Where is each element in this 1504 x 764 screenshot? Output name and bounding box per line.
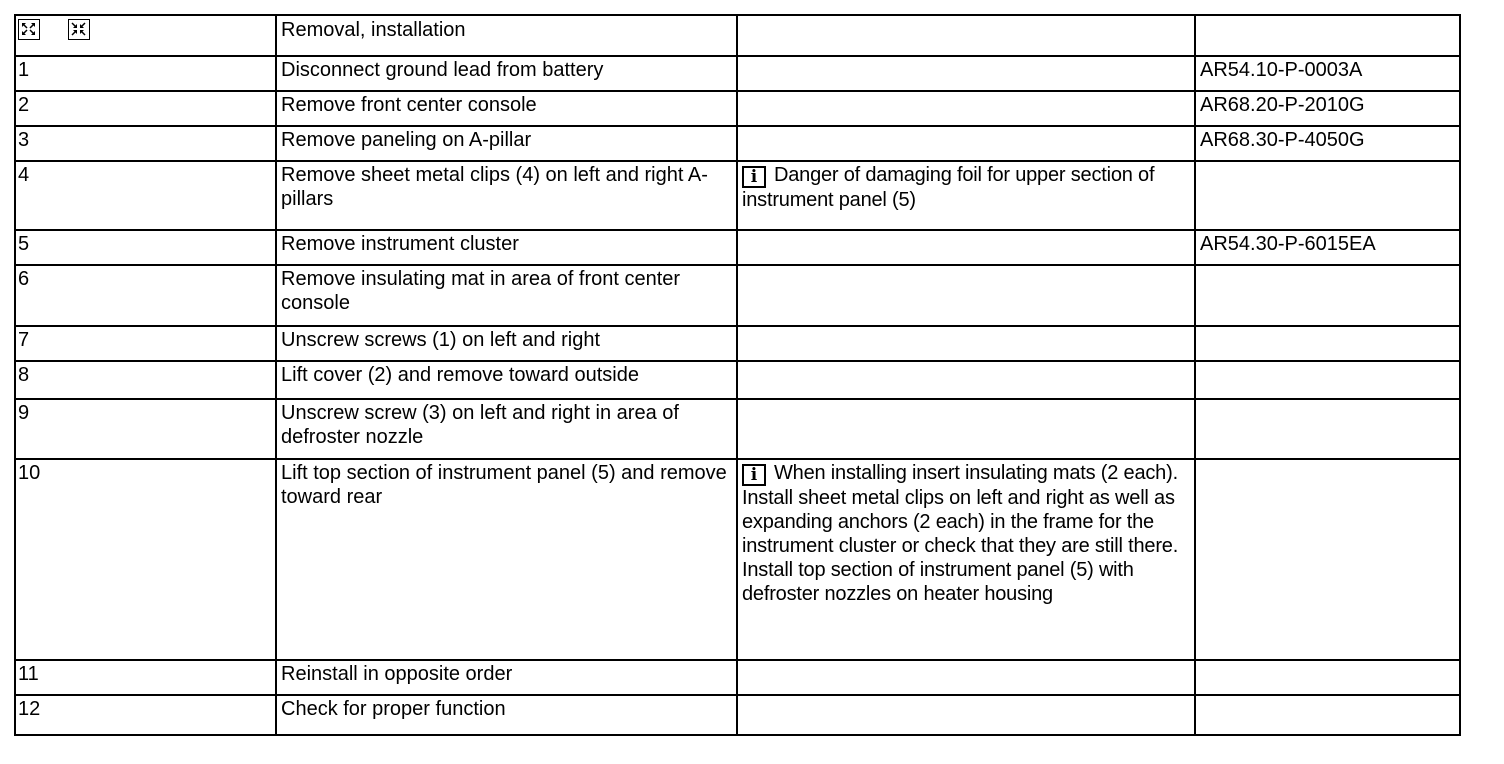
- note-text: When installing insert insulating mats (2 each). Install sheet metal clips on left and right as well as expanding anchors (2 each) in the frame for the instrument cluster or check that they are still there. Install top section of instrument panel (5) with defroster nozzles on heater housing: [742, 462, 1179, 605]
- table-row: [15, 91, 1460, 126]
- step-reference: [1195, 265, 1460, 326]
- step-reference: [1195, 695, 1460, 735]
- step-number: 7: [15, 326, 276, 361]
- step-number: 1: [15, 56, 276, 91]
- step-number: 12: [15, 695, 276, 735]
- step-reference: [1195, 459, 1460, 660]
- table-row: [15, 459, 1460, 660]
- step-action: Remove insulating mat in area of front center console: [276, 265, 737, 326]
- step-reference: [1195, 399, 1460, 459]
- table-row: [15, 265, 1460, 326]
- step-number: 4: [15, 161, 276, 230]
- installation-icon: [68, 19, 90, 40]
- step-number: 8: [15, 361, 276, 399]
- step-action: Lift cover (2) and remove toward outside: [276, 361, 737, 399]
- step-note: [737, 265, 1195, 326]
- header-ref-cell: [1195, 15, 1460, 56]
- step-note: [737, 126, 1195, 161]
- table-row: [15, 56, 1460, 91]
- step-note: [737, 91, 1195, 126]
- step-note: [737, 399, 1195, 459]
- header-note-cell: [737, 15, 1195, 56]
- step-note: [737, 230, 1195, 265]
- step-number: 9: [15, 399, 276, 459]
- step-note: [737, 660, 1195, 695]
- step-number: 11: [15, 660, 276, 695]
- step-action: Unscrew screws (1) on left and right: [276, 326, 737, 361]
- step-action: Remove instrument cluster: [276, 230, 737, 265]
- table-row: [15, 399, 1460, 459]
- step-action: Lift top section of instrument panel (5) and remove toward rear: [276, 459, 737, 660]
- step-action: Disconnect ground lead from battery: [276, 56, 737, 91]
- step-number: 2: [15, 91, 276, 126]
- step-note: [737, 326, 1195, 361]
- step-reference: [1195, 161, 1460, 230]
- header-row: [15, 15, 1460, 56]
- header-icons-cell: [15, 15, 276, 56]
- step-reference-link[interactable]: AR54.30-P-6015EA: [1195, 230, 1460, 265]
- step-action: Check for proper function: [276, 695, 737, 735]
- info-icon: i: [742, 166, 766, 188]
- info-icon: i: [742, 464, 766, 486]
- table-row: [15, 695, 1460, 735]
- removal-icon: [18, 19, 40, 40]
- step-action: Reinstall in opposite order: [276, 660, 737, 695]
- step-note: [737, 56, 1195, 91]
- step-number: 3: [15, 126, 276, 161]
- table-row: [15, 126, 1460, 161]
- step-note: [737, 361, 1195, 399]
- table-row: [15, 660, 1460, 695]
- step-number: 6: [15, 265, 276, 326]
- step-note: [737, 459, 1195, 660]
- step-reference-link[interactable]: AR54.10-P-0003A: [1195, 56, 1460, 91]
- step-reference-link[interactable]: AR68.30-P-4050G: [1195, 126, 1460, 161]
- table-row: [15, 161, 1460, 230]
- step-reference: [1195, 361, 1460, 399]
- step-number: 10: [15, 459, 276, 660]
- step-note: [737, 695, 1195, 735]
- step-action: Remove front center console: [276, 91, 737, 126]
- step-reference-link[interactable]: AR68.20-P-2010G: [1195, 91, 1460, 126]
- step-reference: [1195, 326, 1460, 361]
- table-row: [15, 361, 1460, 399]
- header-title: Removal, installation: [276, 15, 737, 56]
- procedure-table: [14, 14, 1461, 736]
- step-reference: [1195, 660, 1460, 695]
- table-row: [15, 326, 1460, 361]
- step-action: Remove paneling on A-pillar: [276, 126, 737, 161]
- step-action: Unscrew screw (3) on left and right in area of defroster nozzle: [276, 399, 737, 459]
- table-row: [15, 230, 1460, 265]
- step-number: 5: [15, 230, 276, 265]
- note-text: Danger of damaging foil for upper section of instrument panel (5): [742, 164, 1155, 211]
- step-note: [737, 161, 1195, 230]
- step-action: Remove sheet metal clips (4) on left and right A-pillars: [276, 161, 737, 230]
